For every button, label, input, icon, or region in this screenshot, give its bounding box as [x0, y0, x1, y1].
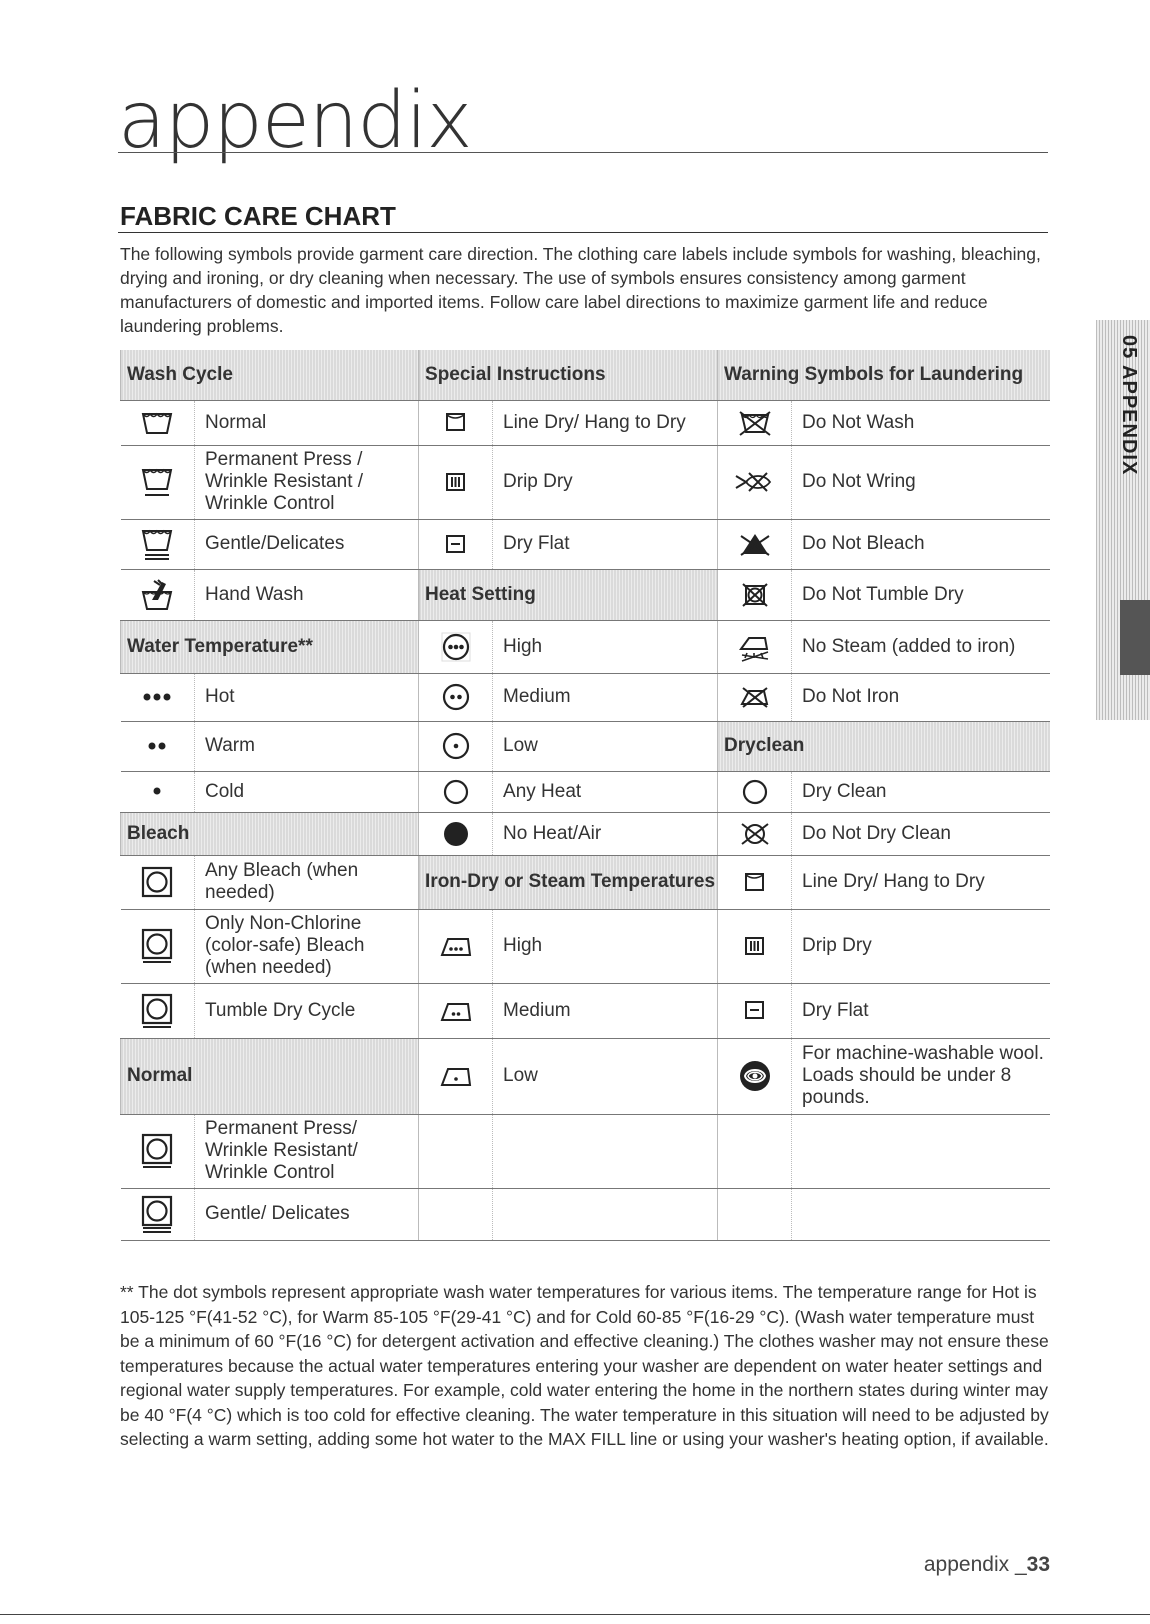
hand-wash-icon [121, 569, 195, 620]
no-steam-label: No Steam (added to iron) [792, 620, 1050, 673]
intro-paragraph: The following symbols provide garment care direction. The clothing care labels include symbols for washing, bleaching, drying and ironing, or dry cleaning when necessary. The use of symbols ensures consistency among garment manufacturers of domestic and imported items. Follow care label directions to maximize garment life and reduce laundering problems. [120, 244, 1041, 336]
heat-high-icon [419, 620, 493, 673]
heat-medium-icon [419, 673, 493, 721]
water-hot-label: Hot [195, 673, 419, 721]
iron-high-label: High [493, 909, 718, 983]
wool-label: For machine-washable wool. Loads should be under 8 pounds. [792, 1038, 1050, 1114]
page-number [924, 1553, 1050, 1577]
do-not-tumble-dry-icon [718, 569, 792, 620]
empty-cell [493, 1188, 718, 1240]
drip-dry-label: Drip Dry [493, 445, 718, 519]
iron-medium-label: Medium [493, 983, 718, 1038]
section-rule [118, 232, 1048, 233]
hand-wash-label: Hand Wash [195, 569, 419, 620]
dry-permanent-press-label: Permanent Press/ Wrinkle Resistant/ Wrinkle Control [195, 1114, 419, 1188]
water-cold-label: Cold [195, 771, 419, 812]
header-iron-dry-steam: Iron-Dry or Steam Temperatures [419, 855, 718, 909]
empty-cell [792, 1188, 1050, 1240]
wash-permanent-press-label: Permanent Press / Wrinkle Resistant / Wrinkle Control [195, 445, 419, 519]
no-heat-label: No Heat/Air [493, 812, 718, 855]
do-not-bleach-icon [718, 519, 792, 569]
fabric-care-chart [120, 350, 1050, 1241]
heat-high-label: High [493, 620, 718, 673]
side-tab-marker [1120, 600, 1150, 675]
do-not-bleach-label: Do Not Bleach [792, 519, 1050, 569]
non-chlorine-bleach-label: Only Non-Chlorine (color-safe) Bleach (when needed) [195, 909, 419, 983]
bottom-rule [0, 1614, 1150, 1615]
wash-normal-label: Normal [195, 400, 419, 445]
empty-cell [493, 1114, 718, 1188]
drip-dry-icon [419, 445, 493, 519]
dry-flat-icon [419, 519, 493, 569]
page-label: appendix _ [923, 1553, 1027, 1576]
wash-normal-icon [121, 400, 195, 445]
dryclean-drip-dry-icon [718, 909, 792, 983]
iron-medium-icon [419, 983, 493, 1038]
dry-gentle-icon [121, 1188, 195, 1240]
header-water-temperature: Water Temperature** [121, 620, 419, 673]
header-normal: Normal [121, 1038, 419, 1114]
do-not-dry-clean-icon [718, 812, 792, 855]
do-not-dry-clean-label: Do Not Dry Clean [792, 812, 1050, 855]
dry-permanent-press-icon [121, 1114, 195, 1188]
page-title: appendix [118, 76, 472, 166]
water-warm-icon [121, 721, 195, 771]
empty-cell [419, 1114, 493, 1188]
do-not-wring-icon [718, 445, 792, 519]
any-bleach-label: Any Bleach (when needed) [195, 855, 419, 909]
dryclean-drip-dry-label: Drip Dry [792, 909, 1050, 983]
empty-cell [419, 1188, 493, 1240]
page-number-value: 33 [1026, 1553, 1050, 1576]
dry-clean-label: Dry Clean [792, 771, 1050, 812]
water-cold-icon [121, 771, 195, 812]
side-tab-label: 05 APPENDIX [1118, 335, 1140, 476]
dry-flat-label: Dry Flat [493, 519, 718, 569]
no-heat-icon [419, 812, 493, 855]
header-heat-setting: Heat Setting [419, 569, 718, 620]
wash-gentle-icon [121, 519, 195, 569]
do-not-wash-label: Do Not Wash [792, 400, 1050, 445]
tumble-dry-icon [121, 983, 195, 1038]
dryclean-dry-flat-label: Dry Flat [792, 983, 1050, 1038]
water-hot-icon [121, 673, 195, 721]
header-bleach: Bleach [121, 812, 419, 855]
water-warm-label: Warm [195, 721, 419, 771]
do-not-iron-icon [718, 673, 792, 721]
header-dryclean: Dryclean [718, 721, 1050, 771]
line-dry-icon [419, 400, 493, 445]
any-heat-label: Any Heat [493, 771, 718, 812]
wool-icon [718, 1038, 792, 1114]
non-chlorine-bleach-icon [121, 909, 195, 983]
wash-gentle-label: Gentle/Delicates [195, 519, 419, 569]
do-not-wring-label: Do Not Wring [792, 445, 1050, 519]
dry-clean-icon [718, 771, 792, 812]
title-rule [118, 152, 1048, 153]
header-warning-symbols: Warning Symbols for Laundering [718, 350, 1050, 400]
dryclean-line-dry-label: Line Dry/ Hang to Dry [792, 855, 1050, 909]
any-heat-icon [419, 771, 493, 812]
no-steam-icon [718, 620, 792, 673]
header-wash-cycle: Wash Cycle [121, 350, 419, 400]
iron-low-label: Low [493, 1038, 718, 1114]
dryclean-dry-flat-icon [718, 983, 792, 1038]
iron-low-icon [419, 1038, 493, 1114]
tumble-dry-label: Tumble Dry Cycle [195, 983, 419, 1038]
wash-permanent-press-icon [121, 445, 195, 519]
header-special-instructions: Special Instructions [419, 350, 718, 400]
heat-low-label: Low [493, 721, 718, 771]
heat-low-icon [419, 721, 493, 771]
do-not-iron-label: Do Not Iron [792, 673, 1050, 721]
line-dry-label: Line Dry/ Hang to Dry [493, 400, 718, 445]
dry-gentle-label: Gentle/ Delicates [195, 1188, 419, 1240]
heat-medium-label: Medium [493, 673, 718, 721]
dryclean-line-dry-icon [718, 855, 792, 909]
do-not-wash-icon [718, 400, 792, 445]
footnote: ** The dot symbols represent appropriate wash water temperatures for various items. The temperature range for Hot is 105-125 °F(41-52 °C), for Warm 85-105 °F(29-41 °C) and for Cold 60-85 °F(16-29 °C). (Wash water temperature must be a minimum of 60 °F(16 °C) for detergent activation and effective cleaning.) The clothes washer may not ensure these temperatures because the actual water temperatures entering your washer are dependent on water heater settings and regional water supply temperatures. For example, cold water entering the home in the northern states during winter may be 40 °F(4 °C) which is too cold for effective cleaning. The water temperature in this situation will need to be adjusted by selecting a warm setting, adding some hot water to the MAX FILL line or using your washer's heating option, if available. [120, 1282, 1049, 1449]
empty-cell [718, 1114, 792, 1188]
do-not-tumble-dry-label: Do Not Tumble Dry [792, 569, 1050, 620]
empty-cell [718, 1188, 792, 1240]
iron-high-icon [419, 909, 493, 983]
section-title: FABRIC CARE CHART [120, 201, 396, 231]
empty-cell [792, 1114, 1050, 1188]
any-bleach-icon [121, 855, 195, 909]
